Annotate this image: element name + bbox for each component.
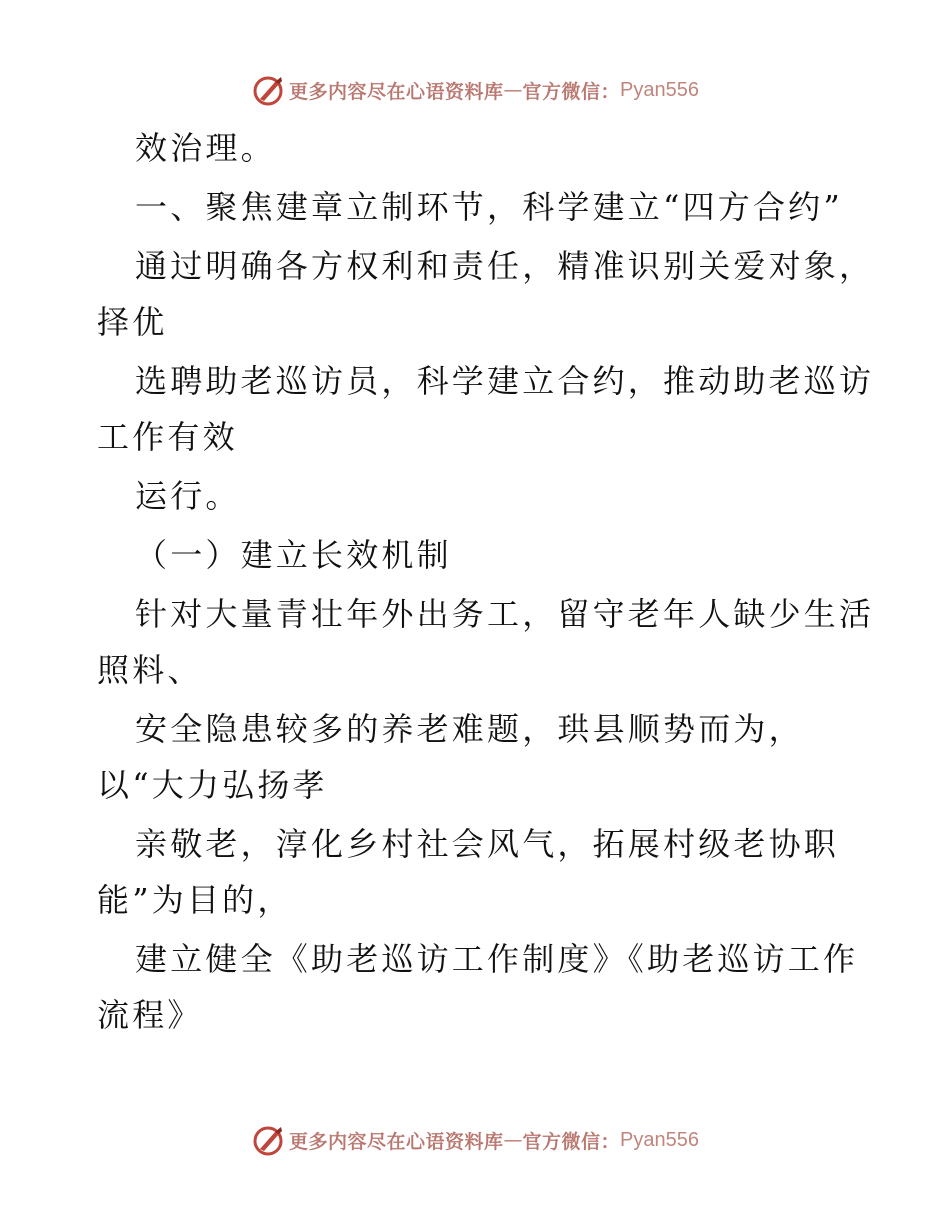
footer-watermark xyxy=(0,1120,950,1160)
watermark-wechat-id: Pyan556 xyxy=(620,78,699,101)
body-line: 亲敬老，淳化乡村社会风气，拓展村级老协职 xyxy=(135,825,840,863)
subsection-heading: （一）建立长效机制 xyxy=(135,536,452,574)
body-line: 建立健全《助老巡访工作制度》《助老巡访工作 xyxy=(135,940,859,978)
watermark-text: 更多内容尽在心语资料库 xyxy=(289,1130,504,1153)
body-line: 流程》 xyxy=(97,996,203,1034)
pen-logo-icon xyxy=(251,73,285,107)
watermark-separator: — xyxy=(503,1129,523,1151)
watermark-wechat-id: Pyan556 xyxy=(620,1128,699,1151)
body-line: 以“大力弘扬孝 xyxy=(97,766,328,804)
watermark-wechat-label: 官方微信： xyxy=(522,80,621,103)
body-line: 工作有效 xyxy=(97,418,238,456)
body-line: 择优 xyxy=(97,303,168,341)
body-line: 运行。 xyxy=(135,477,241,515)
body-line: 选聘助老巡访员，科学建立合约，推动助老巡访 xyxy=(135,362,875,400)
body-line: 针对大量青壮年外出务工，留守老年人缺少生活 xyxy=(135,595,875,633)
watermark-wechat-label: 官方微信： xyxy=(522,1130,621,1153)
body-line: 效治理。 xyxy=(135,129,276,167)
header-watermark xyxy=(0,70,950,110)
body-line: 安全隐患较多的养老难题，珙县顺势而为， xyxy=(135,710,804,748)
body-line: 照料、 xyxy=(97,651,203,689)
section-heading: 一、聚焦建章立制环节，科学建立“四方合约” xyxy=(135,188,843,226)
watermark-text: 更多内容尽在心语资料库 xyxy=(289,80,504,103)
body-line: 通过明确各方权利和责任，精准识别关爱对象， xyxy=(135,247,875,285)
pen-logo-icon xyxy=(251,1123,285,1157)
body-line: 能”为目的， xyxy=(97,881,293,919)
watermark-separator: — xyxy=(503,79,523,101)
